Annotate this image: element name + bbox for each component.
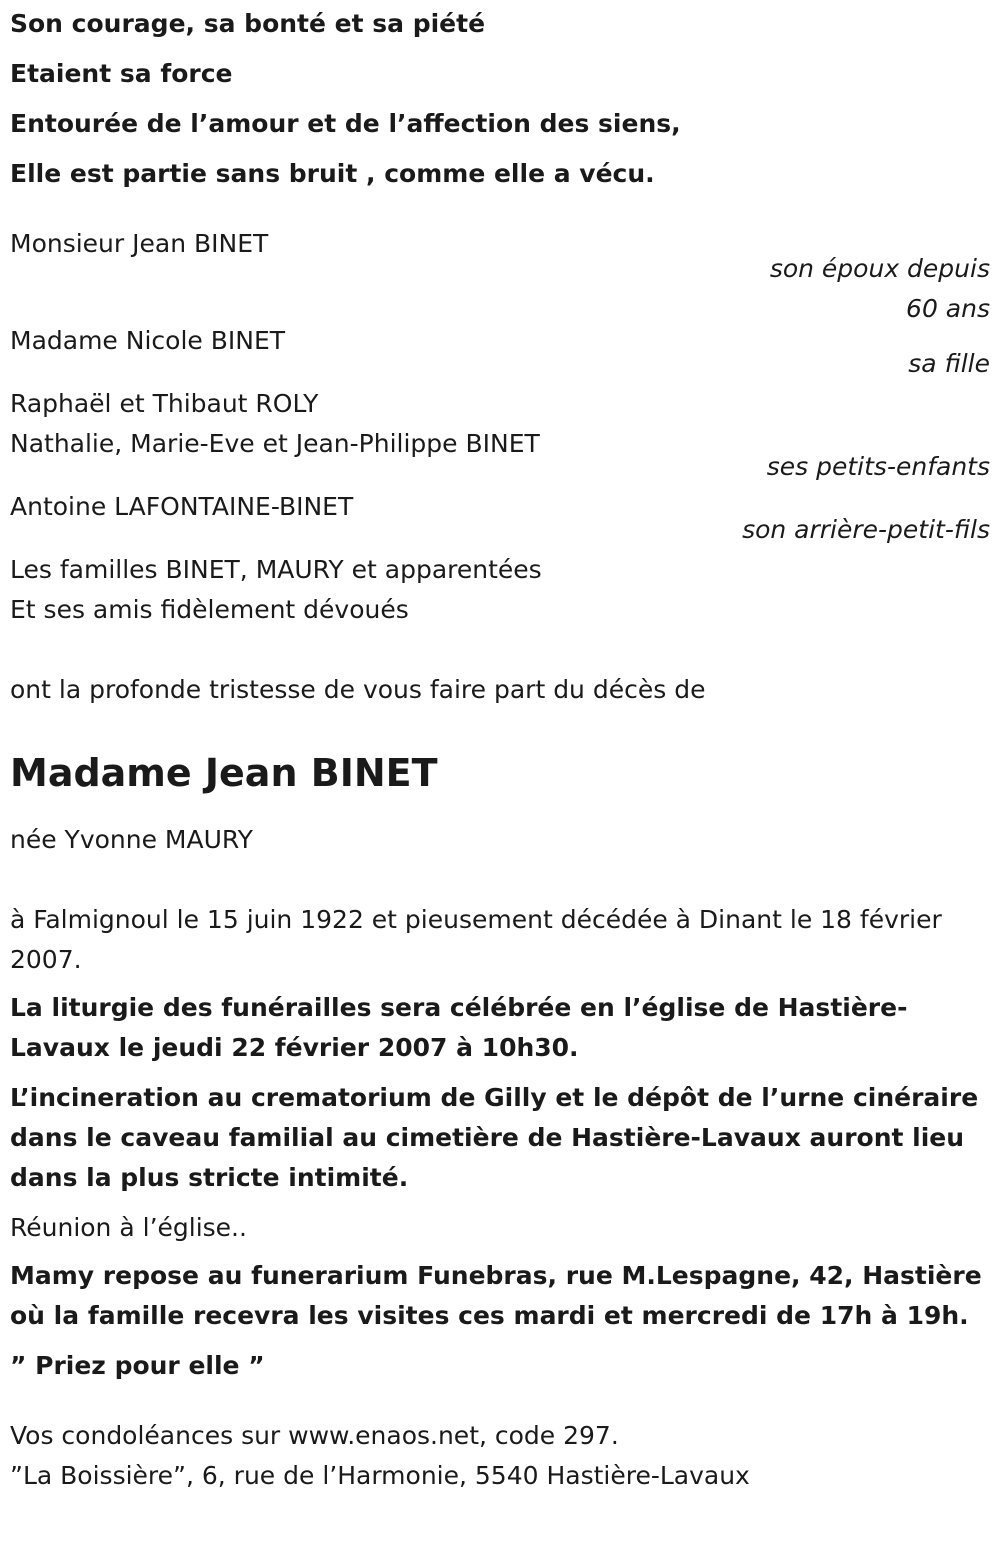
- family-entry: [10, 550, 990, 630]
- family-relation: son époux depuis 60 ans: [769, 254, 990, 323]
- poem-line: Entourée de l’amour et de l’affection des siens,: [10, 109, 681, 138]
- family-list: [10, 224, 990, 630]
- address-line: ”La Boissière”, 6, rue de l’Harmonie, 5540 Hastière-Lavaux: [10, 1461, 750, 1490]
- family-entry: [10, 321, 990, 384]
- cremation-details: L’incineration au crematorium de Gilly et le dépôt de l’urne cinéraire dans le caveau familial au cimetière de Hastière-Lavaux auront lieu dans la plus stricte intimité.: [10, 1083, 979, 1192]
- family-name: Antoine LAFONTAINE-BINET: [10, 492, 354, 521]
- birth-name: née Yvonne MAURY: [10, 825, 253, 854]
- funeral-details: La liturgie des funérailles sera célébrée en l’église de Hastière-Lavaux le jeudi 22 février 2007 à 10h30.: [10, 993, 908, 1062]
- family-entry: [10, 487, 990, 550]
- family-name: Et ses amis fidèlement dévoués: [10, 595, 409, 624]
- family-relation: son arrière-petit-fils: [742, 515, 990, 544]
- life-dates: à Falmignoul le 15 juin 1922 et pieusement décédée à Dinant le 18 février 2007.: [10, 905, 942, 974]
- family-relation: ses petits-enfants: [766, 452, 990, 481]
- family-name: Madame Nicole BINET: [10, 326, 286, 355]
- deceased-name: Madame Jean BINET: [10, 751, 438, 795]
- poem-line: Elle est partie sans bruit , comme elle a vécu.: [10, 159, 655, 188]
- visitation-details: Mamy repose au funerarium Funebras, rue M.Lespagne, 42, Hastière où la famille recevra les visites ces mardi et mercredi de 17h à 19h.: [10, 1261, 982, 1330]
- poem-line: Etaient sa force: [10, 59, 233, 88]
- family-relation: sa fille: [908, 349, 990, 378]
- family-entry: [10, 384, 990, 487]
- poem: [10, 4, 990, 194]
- family-name: Monsieur Jean BINET: [10, 229, 269, 258]
- family-name: Les familles BINET, MAURY et apparentées: [10, 555, 542, 584]
- family-name: Nathalie, Marie-Eve et Jean-Philippe BINET: [10, 429, 540, 458]
- family-entry: [10, 224, 990, 329]
- reunion-note: Réunion à l’église..: [10, 1213, 247, 1242]
- condolences-line: Vos condoléances sur www.enaos.net, code 297.: [10, 1421, 619, 1450]
- announcement-text: ont la profonde tristesse de vous faire part du décès de: [10, 675, 706, 704]
- poem-line: Son courage, sa bonté et sa piété: [10, 9, 486, 38]
- family-name: Raphaël et Thibaut ROLY: [10, 389, 319, 418]
- prayer-line: ” Priez pour elle ”: [10, 1351, 265, 1380]
